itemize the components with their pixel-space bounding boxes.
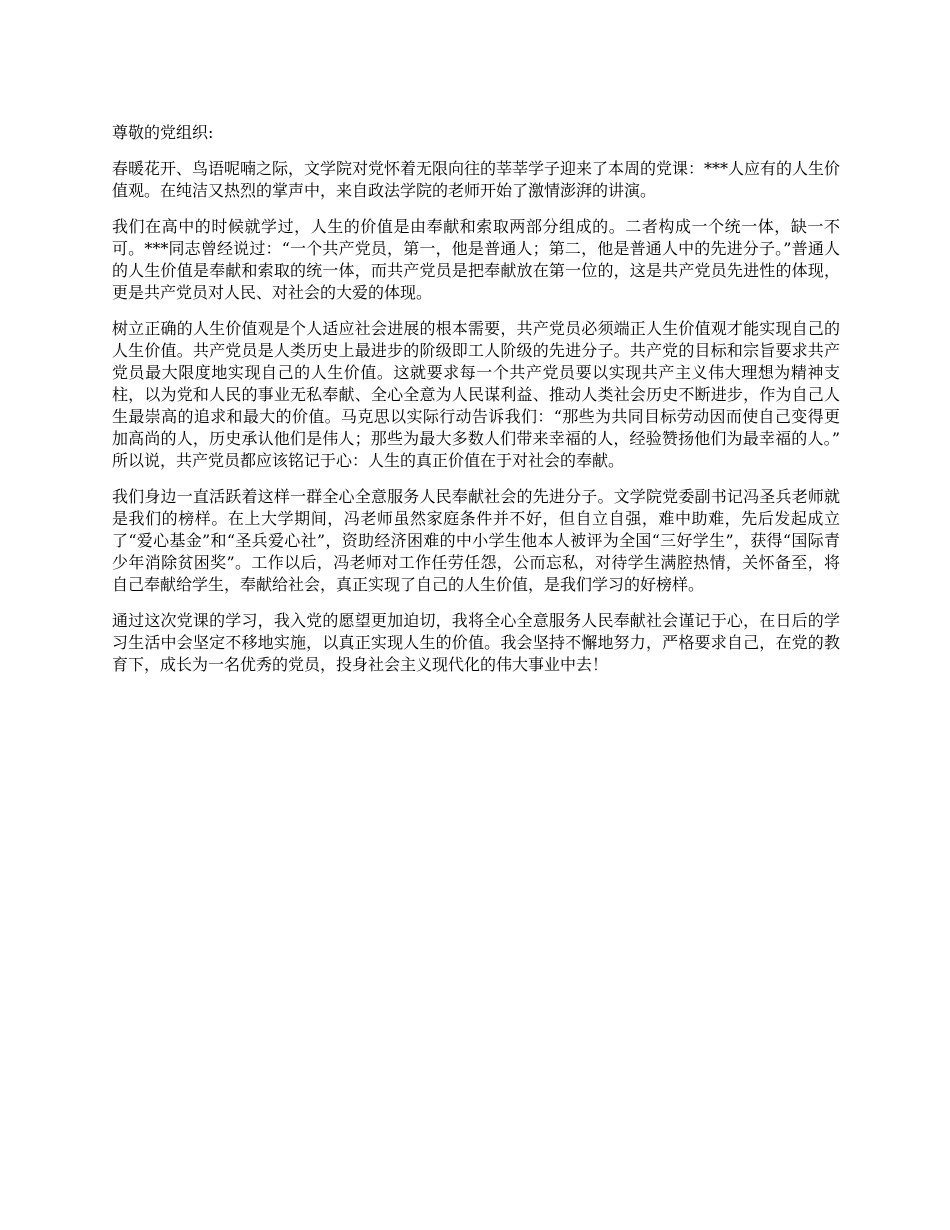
salutation: 尊敬的党组织: (112, 123, 214, 142)
paragraph-1: 春暖花开、鸟语呢喃之际，文学院对党怀着无限向往的莘莘学子迎来了本周的党课：***人应有的人生价值观。在纯洁又热烈的掌声中，来自政法学院的老师开始了激情澎湃的讲演。 (112, 159, 841, 200)
document-page (112, 122, 840, 690)
paragraph-3: 树立正确的人生价值观是个人适应社会进展的根本需要，共产党员必须端正人生价值观才能实现自己的人生价值。共产党员是人类历史上最进步的阶级即工人阶级的先进分子。共产党的目标和宗旨要求共产党员最大限度地实现自己的人生价值。这就要求每一个共产党员要以实现共产主义伟大理想为精神支柱，以为党和人民的事业无私奉献、全心全意为人民谋利益、推动人类社会历史不断进步，作为自己人生最崇高的追求和最大的价值。马克思以实际行动告诉我们：“那些为共同目标劳动因而使自己变得更加高尚的人，历史承认他们是伟人；那些为最大多数人们带来幸福的人，经验赞扬他们为最幸福的人。” 所以说，共产党员都应该铭记于心：人生的真正价值在于对社会的奉献。 (112, 319, 840, 470)
paragraph-4: 我们身边一直活跃着这样一群全心全意服务人民奉献社会的先进分子。文学院党委副书记冯圣兵老师就是我们的榜样。在上大学期间，冯老师虽然家庭条件并不好，但自立自强，难中助难，先后发起成立了“爱心基金”和“圣兵爱心社”，资助经济困难的中小学生他本人被评为全国“三好学生”，获得“国际青少年消除贫困奖”。工作以后，冯老师对工作任劳任怨，公而忘私，对待学生满腔热情，关怀备至，将自己奉献给学生，奉献给社会，真正实现了自己的人生价值，是我们学习的好榜样。 (112, 487, 840, 594)
paragraph-2: 我们在高中的时候就学过，人生的价值是由奉献和索取两部分组成的。二者构成一个统一体，缺一不可。***同志曾经说过：“一个共产党员，第一，他是普通人；第二，他是普通人中的先进分子。”普通人的人生价值是奉献和索取的统一体，而共产党员是把奉献放在第一位的，这是共产党员先进性的体现，更是共产党员对人民、对社会的大爱的体现。 (112, 217, 840, 302)
paragraph-5: 通过这次党课的学习，我入党的愿望更加迫切，我将全心全意服务人民奉献社会谨记于心，在日后的学习生活中会坚定不移地实施，以真正实现人生的价值。我会坚持不懈地努力，严格要求自己，在党的教育下，成长为一名优秀的党员，投身社会主义现代化的伟大事业中去！ (112, 611, 840, 674)
